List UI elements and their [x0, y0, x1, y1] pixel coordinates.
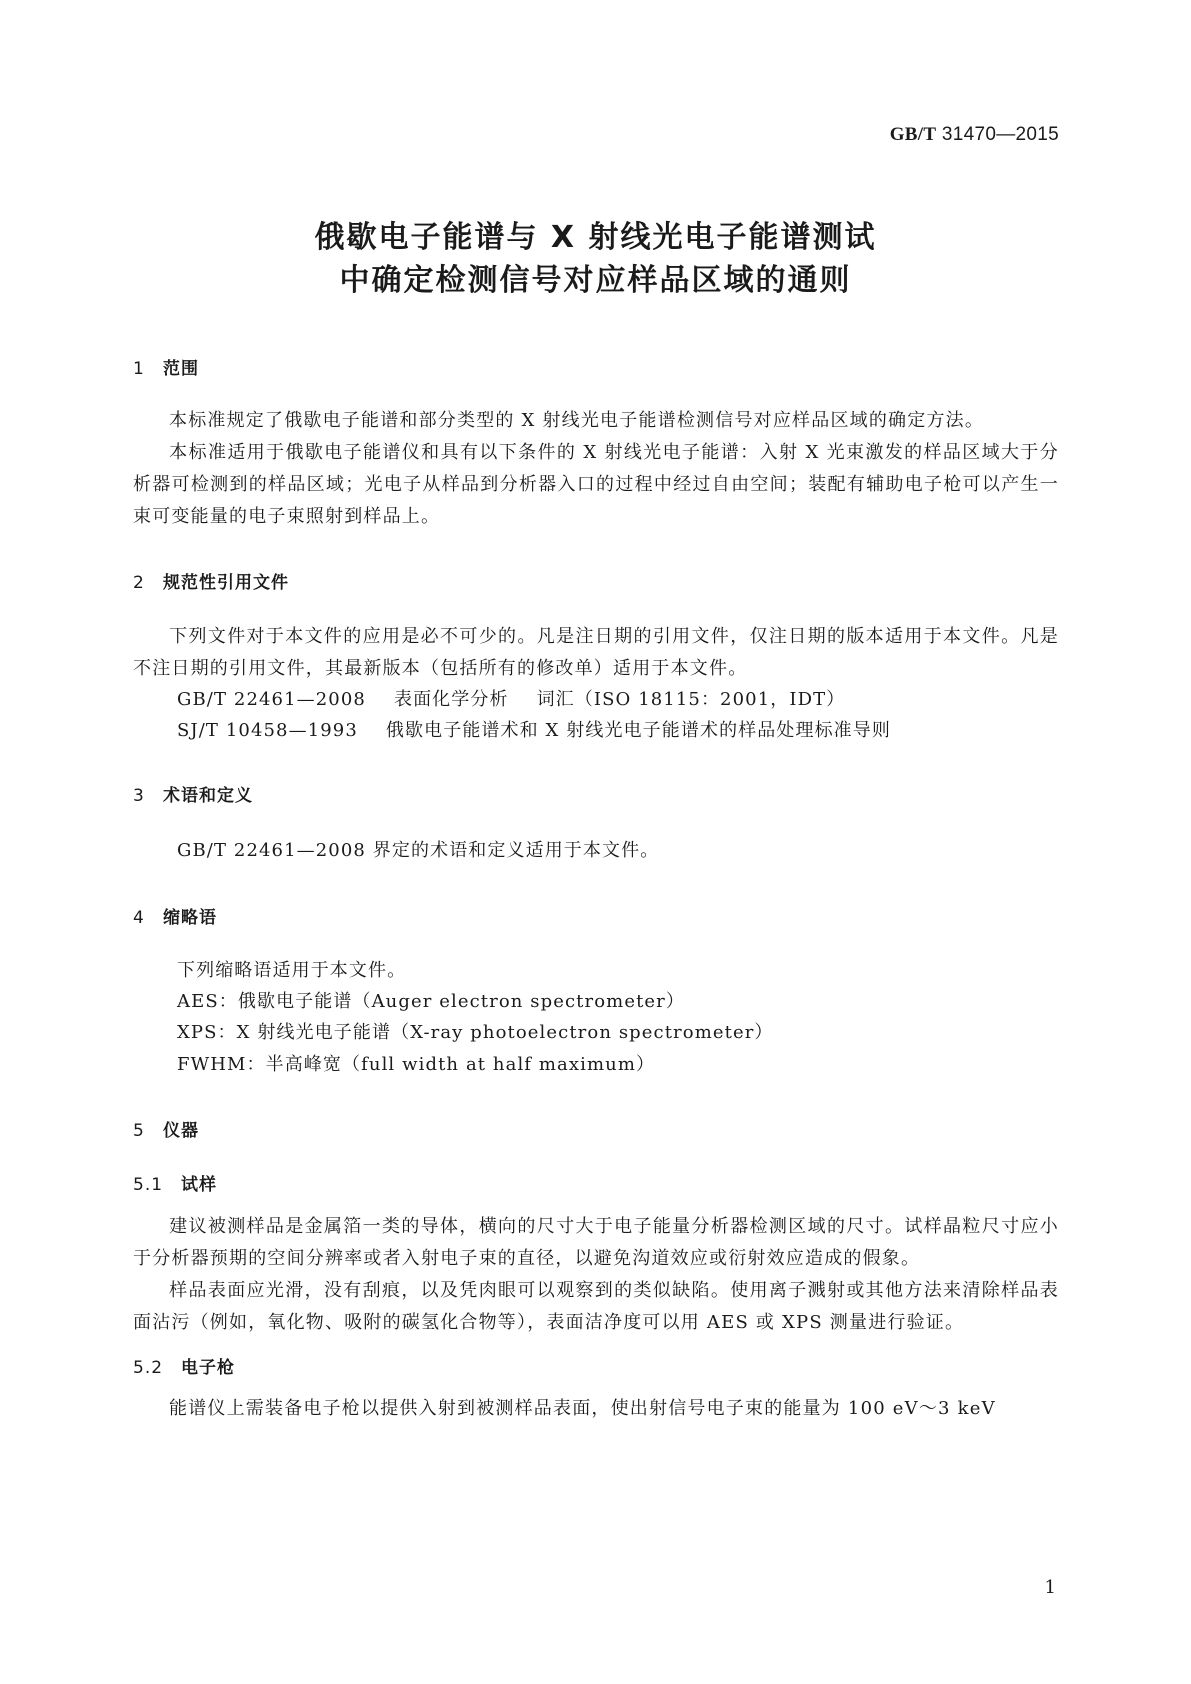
section-number: 3	[133, 786, 145, 806]
section-number: 1	[133, 359, 145, 379]
reference-code: SJ/T 10458—1993	[177, 720, 358, 741]
abbreviation-xps: XPS：X 射线光电子能谱（X-ray photoelectron spectrometer）	[177, 1022, 774, 1043]
section-2-heading	[133, 568, 289, 593]
section-number: 5.2	[133, 1358, 164, 1378]
section-5-heading	[133, 1116, 199, 1141]
standard-code	[890, 124, 1059, 146]
section-3-paragraph-1: GB/T 22461—2008 界定的术语和定义适用于本文件。	[177, 840, 660, 861]
abbreviation-aes: AES：俄歇电子能谱（Auger electron spectrometer）	[177, 991, 685, 1012]
section-5-2-heading	[133, 1353, 235, 1378]
section-5-1-paragraph-2: 样品表面应光滑，没有刮痕，以及凭肉眼可以观察到的类似缺陷。使用离子溅射或其他方法来清除样品表面沾污（例如，氧化物、吸附的碳氢化合物等），表面洁净度可以用 AES 或 XPS 测量进行验证。	[133, 1280, 1059, 1333]
document-title-line-1: 俄歇电子能谱与 X 射线光电子能谱测试	[314, 220, 877, 255]
section-5-1-heading	[133, 1170, 217, 1195]
section-1-paragraph-1: 本标准规定了俄歇电子能谱和部分类型的 X 射线光电子能谱检测信号对应样品区域的确定方法。	[169, 410, 985, 431]
section-4-intro: 下列缩略语适用于本文件。	[177, 960, 407, 981]
section-number: 5	[133, 1121, 145, 1141]
section-title: 术语和定义	[163, 786, 253, 806]
section-title: 缩略语	[163, 908, 217, 928]
document-title-line-2: 中确定检测信号对应样品区域的通则	[339, 263, 852, 298]
reference-title: 俄歇电子能谱术和 X 射线光电子能谱术的样品处理标准导则	[385, 720, 891, 741]
reference-title: 表面化学分析	[393, 689, 509, 710]
section-number: 4	[133, 908, 145, 928]
section-title: 试样	[181, 1175, 217, 1195]
section-5-2-paragraph-1: 能谱仪上需装备电子枪以提供入射到被测样品表面，使出射信号电子束的能量为 100 eV～3 keV	[169, 1398, 996, 1419]
section-title: 仪器	[163, 1121, 199, 1141]
section-title: 范围	[163, 359, 199, 379]
abbreviation-fwhm: FWHM：半高峰宽（full width at half maximum）	[177, 1054, 656, 1075]
standard-code-number: 31470—2015	[941, 124, 1059, 145]
section-4-heading	[133, 903, 217, 928]
section-number: 5.1	[133, 1175, 164, 1195]
section-title: 电子枪	[181, 1358, 235, 1378]
section-5-1-paragraph-1: 建议被测样品是金属箔一类的导体，横向的尺寸大于电子能量分析器检测区域的尺寸。试样晶粒尺寸应小于分析器预期的空间分辨率或者入射电子束的直径，以避免沟道效应或衍射效应造成的假象。	[133, 1216, 1059, 1269]
section-number: 2	[133, 573, 145, 593]
section-2-paragraph-1: 下列文件对于本文件的应用是必不可少的。凡是注日期的引用文件，仅注日期的版本适用于本文件。凡是不注日期的引用文件，其最新版本（包括所有的修改单）适用于本文件。	[133, 626, 1059, 679]
reference-1	[177, 684, 845, 716]
standard-code-prefix: GB/T	[889, 124, 937, 145]
reference-code: GB/T 22461—2008	[177, 689, 366, 710]
section-title: 规范性引用文件	[163, 573, 289, 593]
reference-2	[177, 715, 891, 747]
section-3-heading	[133, 781, 253, 806]
section-1-paragraph-2: 本标准适用于俄歇电子能谱仪和具有以下条件的 X 射线光电子能谱：入射 X 光束激发的样品区域大于分析器可检测到的样品区域；光电子从样品到分析器入口的过程中经过自由空间；装配有辅助电子枪可以产生一束可变能量的电子束照射到样品上。	[133, 442, 1059, 527]
page-number: 1	[1044, 1577, 1056, 1598]
section-1-heading	[133, 354, 199, 379]
reference-subtitle: 词汇（ISO 18115：2001，IDT）	[536, 689, 846, 710]
